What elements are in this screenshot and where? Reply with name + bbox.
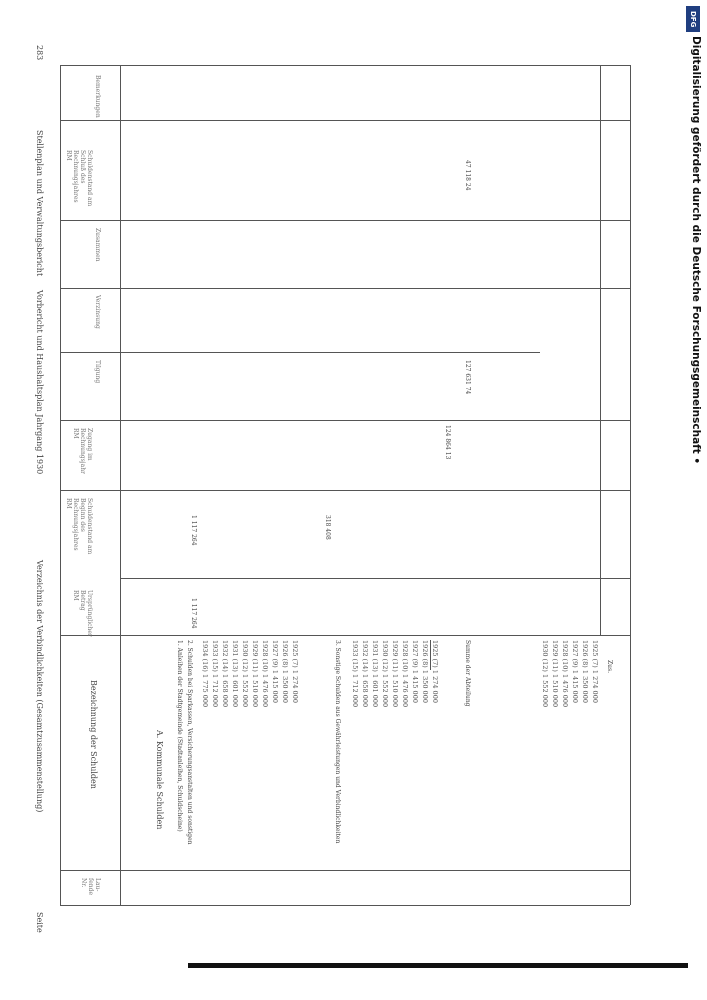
col-header-8: Zusammen	[94, 228, 101, 262]
row-1-label: 1. Anleihen der Stadtgemeinde (Stadtanleihen, Schuldscheine)	[176, 640, 183, 832]
value-cell: 1 117 264	[190, 598, 197, 629]
table-header-divider	[60, 120, 630, 121]
table-top-border	[60, 65, 630, 66]
schedule-list-1: 1925 (7) 1 274 000 1926 (8) 1 350 000 1927 (9) 1 415 000 1928 (10) 1 476 000 1929 (11) 1 510 000 1930 (12) 1 552 000 1931 (13) 1 601 000 1932 (14) 1 658 000 1933 (15) 1 712 000 1934 (16) 1 775 000	[201, 640, 299, 708]
col-header-desc: Bezeichnung der Schulden	[89, 680, 98, 789]
sum-label: Zus.	[606, 660, 613, 674]
col-header-7: Verzinsung	[94, 295, 101, 329]
col-header-3: Ursprünglicher Betrag RM	[72, 590, 93, 637]
col-header-9: Schuldenstand am Schluß des Rechnungsjahres RM	[65, 150, 93, 207]
column-divider	[60, 288, 630, 289]
value-cell: 124 864 13	[444, 425, 451, 460]
column-divider	[60, 635, 630, 636]
section-heading: A. Kommunale Schulden	[155, 730, 164, 830]
page-number-top: 283	[35, 45, 44, 61]
value-cell: 318 408	[324, 515, 331, 540]
row-divider	[600, 65, 601, 635]
column-divider	[60, 420, 630, 421]
column-divider	[60, 870, 630, 871]
row-3-label: 3. Sonstige Schulden aus Gewährleistungen und Verbindlichkeiten	[334, 640, 341, 844]
col-header-10: Bemerkungen	[94, 75, 101, 118]
value-cell: 127 631 74	[464, 360, 471, 395]
column-divider	[60, 490, 630, 491]
col-header-nr: Lau- fende Nr.	[80, 878, 101, 896]
value-cell: 47 118 24	[464, 160, 471, 191]
page-number-bottom: Seite	[35, 912, 44, 933]
value-cell: 1 117 264	[190, 515, 197, 546]
schedule-list-3: 1925 (7) 1 274 000 1926 (8) 1 350 000 1927 (9) 1 415 000 1928 (10) 1 476 000 1929 (11) 1 510 000 1930 (12) 1 552 000	[541, 640, 599, 708]
table-right-border	[630, 65, 631, 905]
header-center: Vorbericht und Haushaltsplan Jahrgang 1930	[35, 290, 44, 475]
column-divider	[120, 578, 630, 579]
schedule-list-2: 1925 (7) 1 274 000 1926 (8) 1 350 000 1927 (9) 1 415 000 1928 (10) 1 476 000 1929 (11) 1 510 000 1930 (12) 1 552 000 1931 (13) 1 601 000 1932 (14) 1 658 000 1933 (15) 1 712 000	[351, 640, 439, 708]
column-divider	[60, 220, 630, 221]
column-divider	[60, 352, 540, 353]
row-2-label: 2. Schulden bei Sparkassen, Versicherungsanstalten und sonstigen	[186, 640, 193, 845]
col-header-6: Tilgung	[94, 360, 101, 384]
subtotal-label: Summe der Abteilung	[464, 640, 471, 707]
dfg-logo: DFG	[686, 6, 700, 32]
row-divider	[120, 65, 121, 905]
table-left-border	[60, 65, 61, 905]
col-header-4: Schuldenstand am Beginn des Rechnungsjahres RM	[65, 498, 93, 555]
header-left: Verzeichnis der Verbindlichkeiten (Gesamtzusammenstellung)	[35, 560, 44, 813]
dfg-banner-text: Digitalisierung gefördert durch die Deutsche Forschungsgemeinschaft •	[690, 36, 702, 465]
table-bottom-border	[60, 905, 630, 906]
scan-edge-bar	[188, 963, 688, 968]
col-header-5: Zugang im Rechnungsjahr RM	[72, 428, 93, 474]
header-right: Stellenplan und Verwaltungsbericht	[35, 130, 44, 277]
